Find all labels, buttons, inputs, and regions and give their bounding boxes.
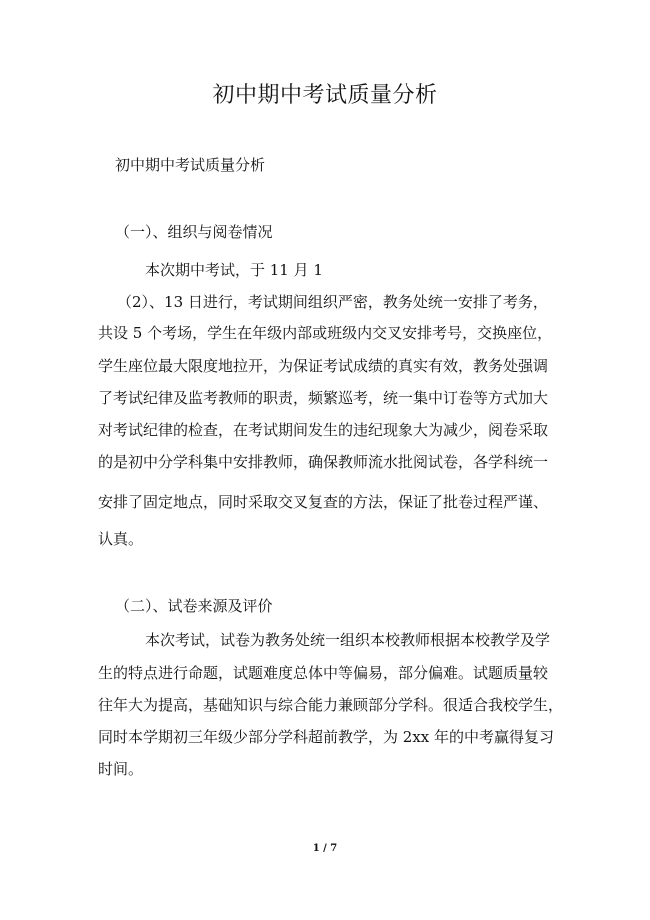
paragraph-line: 学生座位最大限度地拉开，为保证考试成绩的真实有效，教务处强调 xyxy=(98,357,549,375)
paragraph-line: 同时本学期初三年级少部分学科超前教学，为 2xx 年的中考赢得复习 xyxy=(98,728,555,746)
paragraph-line: 的是初中分学科集中安排教师，确保教师流水批阅试卷，各学科统一 xyxy=(98,453,549,471)
paragraph-line: 本次期中考试，于 11 月 1 xyxy=(145,261,323,279)
paragraph-line: 共设 5 个考场，学生在年级内部或班级内交叉安排考号，交换座位， xyxy=(98,324,553,342)
paragraph-line: 时间。 xyxy=(98,760,144,778)
document-title: 初中期中考试质量分析 xyxy=(212,83,438,108)
document-subtitle: 初中期中考试质量分析 xyxy=(115,156,266,174)
paragraph-line: （2）、13 日进行，考试期间组织严密，教务处统一安排了考务， xyxy=(117,293,548,311)
paragraph-line: 生的特点进行命题，试题难度总体中等偏易，部分偏难。试题质量较 xyxy=(98,664,549,682)
paragraph-line: 安排了固定地点，同时采取交叉复查的方法，保证了批卷过程严谨、 xyxy=(98,493,549,511)
paragraph-line: 认真。 xyxy=(98,530,144,548)
section-heading-paper-source: （二）、试卷来源及评价 xyxy=(115,597,273,615)
page-number: 1 / 7 xyxy=(312,843,338,854)
paragraph-line: 对考试纪律的检查，在考试期间发生的违纪现象大为减少，阅卷采取 xyxy=(98,421,549,439)
paragraph-line: 往年大为提高，基础知识与综合能力兼顾部分学科。很适合我校学生， xyxy=(98,696,564,714)
paragraph-line: 本次考试，试卷为教务处统一组织本校教师根据本校教学及学 xyxy=(145,631,551,649)
section-heading-organization: （一）、组织与阅卷情况 xyxy=(115,223,273,241)
paragraph-line: 了考试纪律及监考教师的职责，频繁巡考，统一集中订卷等方式加大 xyxy=(98,389,549,407)
